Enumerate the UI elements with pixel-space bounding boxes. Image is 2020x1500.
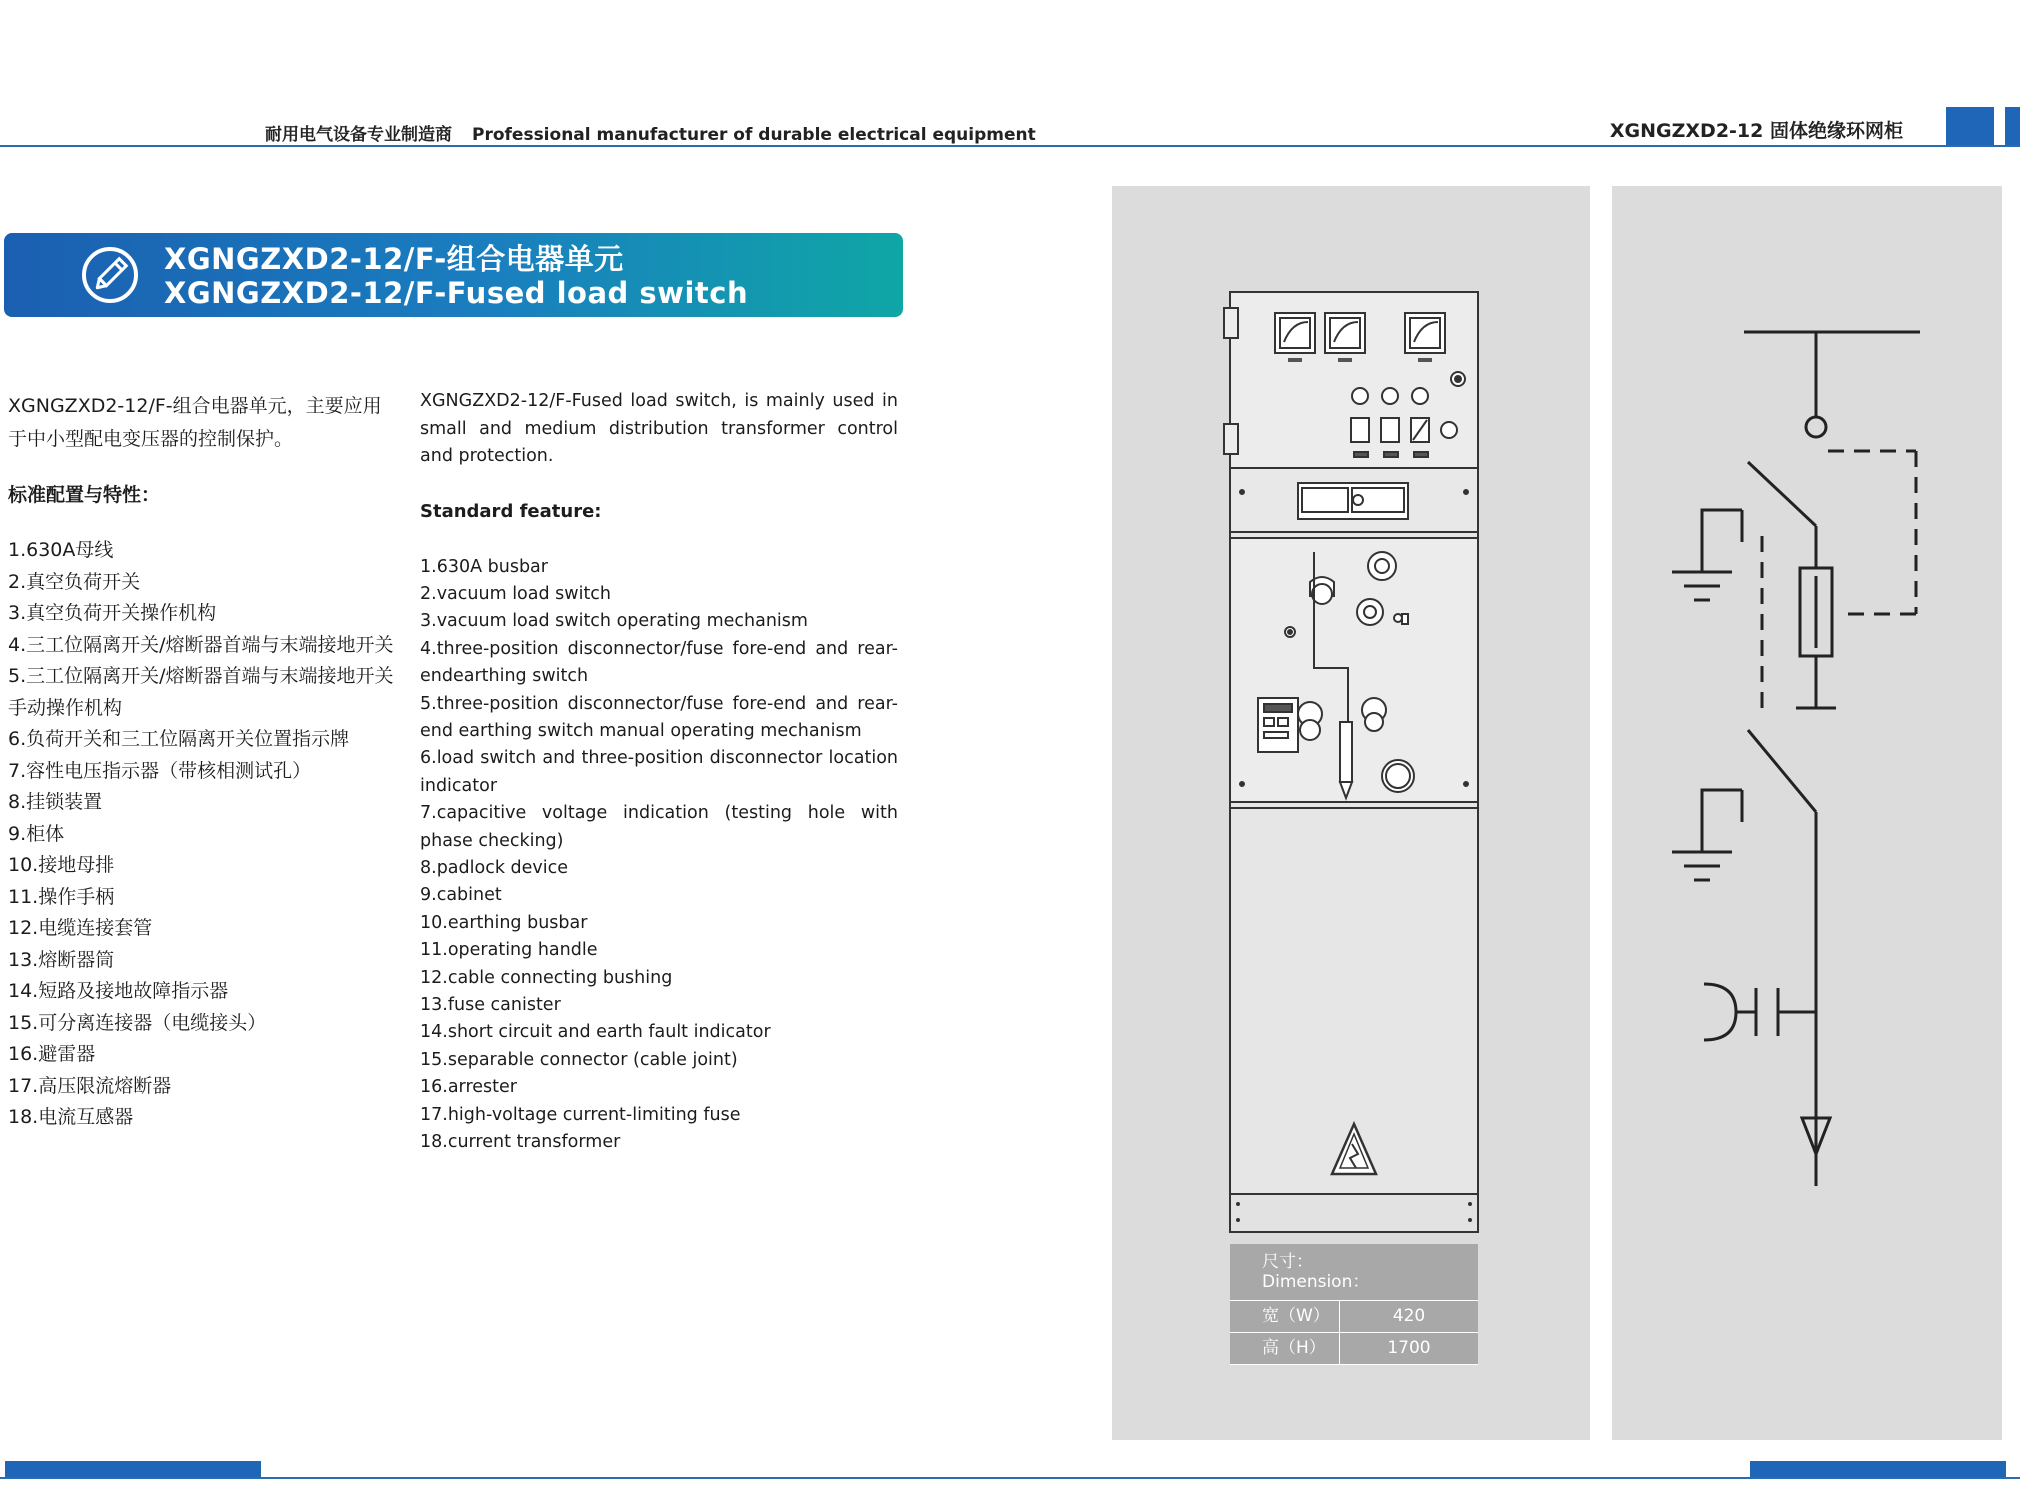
list-item: 9.柜体 [8,822,65,845]
dimension-table [1230,1244,1478,1365]
list-item: 6.负荷开关和三工位隔离开关位置指示牌 [8,728,350,750]
dimension-title-zh: 尺寸： [1262,1252,1313,1272]
header-divider [0,145,2020,147]
list-item: 12.cable connecting bushing [420,967,673,988]
list-item: 1.630A母线 [8,539,114,561]
list-item: 1.630A busbar [420,556,548,577]
header-tagline [265,120,1036,145]
dimension-label: 宽（W） [1230,1301,1340,1332]
list-item: 7.容性电压指示器（带核相测试孔） [8,759,312,782]
dimension-label: 高（H） [1230,1333,1340,1364]
list-item: 8.padlock device [420,857,569,878]
dimension-value: 1700 [1387,1338,1431,1358]
en-feature-list [420,554,898,1157]
list-item: 7.capacitive voltage indication (testing hole with phase checking) [420,803,898,851]
disconnector-symbol [1748,730,1816,812]
zh-intro: XGNGZXD2-12/F-组合电器单元，主要应用于中小型配电变压器的控制保护。 [8,395,382,450]
banner-title-zh: XGNGZXD2-12/F-组合电器单元 [164,242,624,276]
en-intro: XGNGZXD2-12/F-Fused load switch, is mainly used in small and medium distribution transformer control and protection. [420,391,898,466]
pencil-circle-icon [80,245,140,305]
chinese-description [8,390,398,1134]
list-item: 18.电流互感器 [8,1106,134,1128]
list-item: 16.避雷器 [8,1043,96,1065]
list-item: 11.操作手柄 [8,885,115,908]
table-row [1230,1333,1478,1365]
list-item: 6.load switch and three-position disconnector location indicator [420,748,898,796]
dimension-title-en: Dimension： [1262,1272,1370,1292]
list-item: 10.earthing busbar [420,912,588,933]
list-item: 5.三工位隔离开关/熔断器首端与末端接地开关手动操作机构 [8,665,394,719]
list-item: 2.真空负荷开关 [8,570,141,593]
zh-feature-list [8,535,398,1134]
list-item: 11.operating handle [420,940,598,961]
list-item: 10.接地母排 [8,854,115,876]
list-item: 5.three-position disconnector/fuse fore-end and rear-end earthing switch manual operating mechanism [420,693,898,741]
banner-title-en: XGNGZXD2-12/F-Fused load switch [164,276,749,310]
table-row [1230,1301,1478,1333]
header-product-series: XGNGZXD2-12 固体绝缘环网柜 [1609,120,1903,142]
list-item: 4.three-position disconnector/fuse fore-end and rear-endearthing switch [420,638,898,687]
list-item: 3.vacuum load switch operating mechanism [420,611,808,632]
header-tagline-en: Professional manufacturer of durable electrical equipment [472,125,1036,145]
list-item: 13.熔断器筒 [8,948,115,971]
zh-feature-title: 标准配置与特性： [8,484,161,506]
list-item: 8.挂锁装置 [8,791,103,813]
single-line-diagram [1612,186,2002,1440]
header-corner-block-small [2005,107,2020,145]
footer-bar-right [1750,1461,2006,1477]
ammeter-icon [1275,313,1445,353]
earthing-switch-symbol [1702,510,1742,572]
list-item: 3.真空负荷开关操作机构 [8,602,217,624]
list-item: 14.短路及接地故障指示器 [8,980,229,1002]
list-item: 15.separable connector (cable joint) [420,1049,738,1070]
dimension-title [1230,1244,1478,1301]
list-item: 9.cabinet [420,885,502,906]
list-item: 13.fuse canister [420,995,561,1015]
dimension-value: 420 [1392,1306,1426,1326]
english-description [420,388,898,1156]
list-item: 18.current transformer [420,1132,621,1153]
single-line-diagram-panel [1612,186,2002,1440]
list-item: 17.高压限流熔断器 [8,1074,172,1097]
header-tagline-zh: 耐用电气设备专业制造商 [265,125,452,145]
bushing-symbol [1806,417,1826,437]
list-item: 17.high-voltage current-limiting fuse [420,1104,741,1125]
list-item: 2.vacuum load switch [420,583,612,604]
list-item: 16.arrester [420,1077,517,1098]
list-item: 4.三工位隔离开关/熔断器首端与末端接地开关 [8,633,394,656]
title-banner [4,233,903,317]
list-item: 15.可分离连接器（电缆接头） [8,1011,267,1034]
footer-divider [0,1477,2020,1479]
list-item: 12.电缆连接套管 [8,917,153,939]
footer-bar-left [5,1461,261,1477]
banner-title [164,242,748,310]
header-corner-block [1946,107,1994,145]
load-switch-symbol [1748,462,1816,526]
voltage-indicator-symbol [1704,984,1736,1040]
list-item: 14.short circuit and earth fault indicator [420,1022,771,1043]
en-feature-title: Standard feature: [420,500,602,522]
